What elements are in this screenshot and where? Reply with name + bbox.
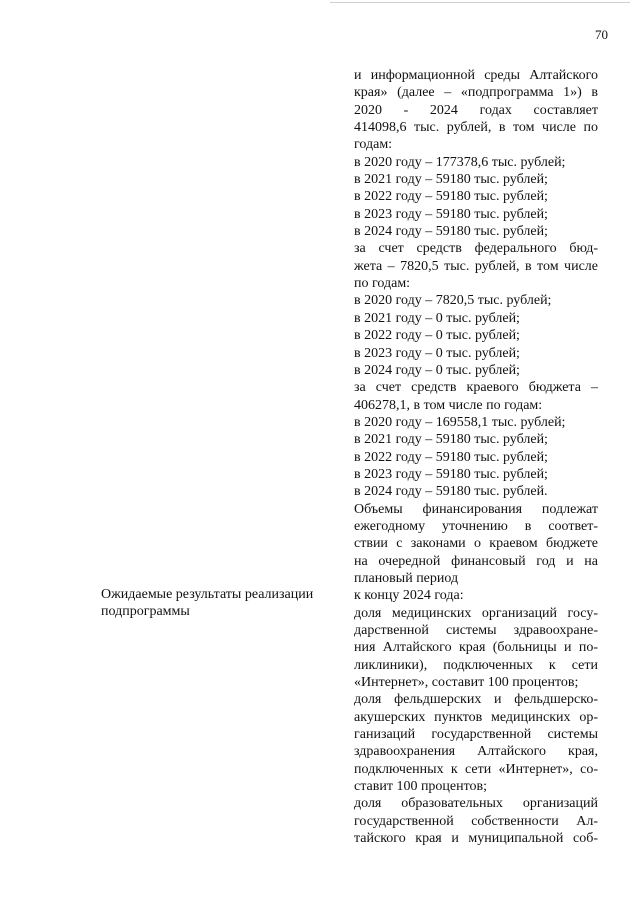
text-line: государственной собственности Ал-: [354, 813, 598, 829]
subprogram-details-text: [354, 67, 598, 847]
text-line: в 2023 году – 0 тыс. рублей;: [354, 345, 520, 361]
text-line: годам:: [354, 137, 393, 153]
text-line: подключенных к сети «Интернет», со-: [354, 761, 598, 777]
text-line: в 2021 году – 59180 тыс. рублей;: [354, 172, 548, 188]
text-line: в 2021 году – 0 тыс. рублей;: [354, 310, 520, 326]
text-line: 406278,1, в том числе по годам:: [354, 397, 543, 413]
text-line: в 2023 году – 59180 тыс. рублей;: [354, 466, 548, 482]
text-line: в 2020 году – 7820,5 тыс. рублей;: [354, 293, 552, 309]
text-line: здравоохранения Алтайского края,: [354, 744, 598, 760]
text-line: к концу 2024 года:: [354, 588, 464, 604]
text-line: в 2023 году – 59180 тыс. рублей;: [354, 206, 548, 222]
text-line: ствии с законами о краевом бюджете: [354, 536, 598, 552]
text-line: 414098,6 тыс. рублей, в том числе по: [354, 120, 598, 136]
text-line: ния Алтайского края (больницы и по-: [354, 640, 598, 656]
text-line: в 2022 году – 0 тыс. рублей;: [354, 328, 520, 344]
text-line: 2020 - 2024 годах составляет: [354, 102, 598, 118]
text-line: ежегодному уточнению в соответ-: [354, 518, 598, 534]
text-line: тайского края и муниципальной соб-: [354, 831, 598, 847]
page-number: 70: [595, 27, 608, 42]
text-line: в 2020 году – 169558,1 тыс. рублей;: [354, 414, 566, 430]
text-line: акушерских пунктов медицинских ор-: [354, 709, 598, 725]
text-line: в 2021 году – 59180 тыс. рублей;: [354, 432, 548, 448]
text-line: за счет средств федерального бюд-: [354, 241, 598, 257]
text-line: доля медицинских организаций госу-: [354, 605, 598, 621]
text-line: в 2024 году – 0 тыс. рублей;: [354, 362, 520, 378]
text-line: ставит 100 процентов;: [354, 779, 488, 795]
text-line: доля фельдшерских и фельдшерско-: [354, 692, 598, 708]
text-line: края» (далее – «подпрограмма 1») в: [354, 85, 598, 101]
text-line: в 2024 году – 59180 тыс. рублей.: [354, 484, 548, 500]
text-line: в 2024 году – 59180 тыс. рублей;: [354, 224, 548, 240]
text-line: в 2022 году – 59180 тыс. рублей;: [354, 189, 548, 205]
row-label-line: Ожидаемые результаты реализации: [101, 587, 314, 602]
row-label-line: подпрограммы: [101, 604, 190, 620]
text-line: ганизаций государственной системы: [354, 727, 598, 743]
text-line: в 2022 году – 59180 тыс. рублей;: [354, 449, 548, 465]
text-line: на очередной финансовый год и на: [354, 553, 598, 569]
text-line: и информационной среды Алтайского: [354, 68, 598, 83]
text-line: по годам:: [354, 276, 411, 292]
text-line: ликлиники), подключенных к сети: [354, 657, 598, 673]
text-line: «Интернет», составит 100 процентов;: [354, 675, 579, 691]
text-line: за счет средств краевого бюджета –: [354, 380, 598, 396]
row-label-expected-results: [101, 586, 341, 621]
text-line: в 2020 году – 177378,6 тыс. рублей;: [354, 154, 566, 170]
text-line: Объемы финансирования подлежат: [354, 501, 598, 517]
top-rule: [330, 2, 630, 3]
text-line: дарственной системы здравоохране-: [354, 623, 598, 638]
text-line: доля образовательных организаций: [354, 796, 598, 812]
text-line: жета – 7820,5 тыс. рублей, в том числе: [354, 258, 598, 274]
text-line: плановый период: [354, 570, 459, 586]
